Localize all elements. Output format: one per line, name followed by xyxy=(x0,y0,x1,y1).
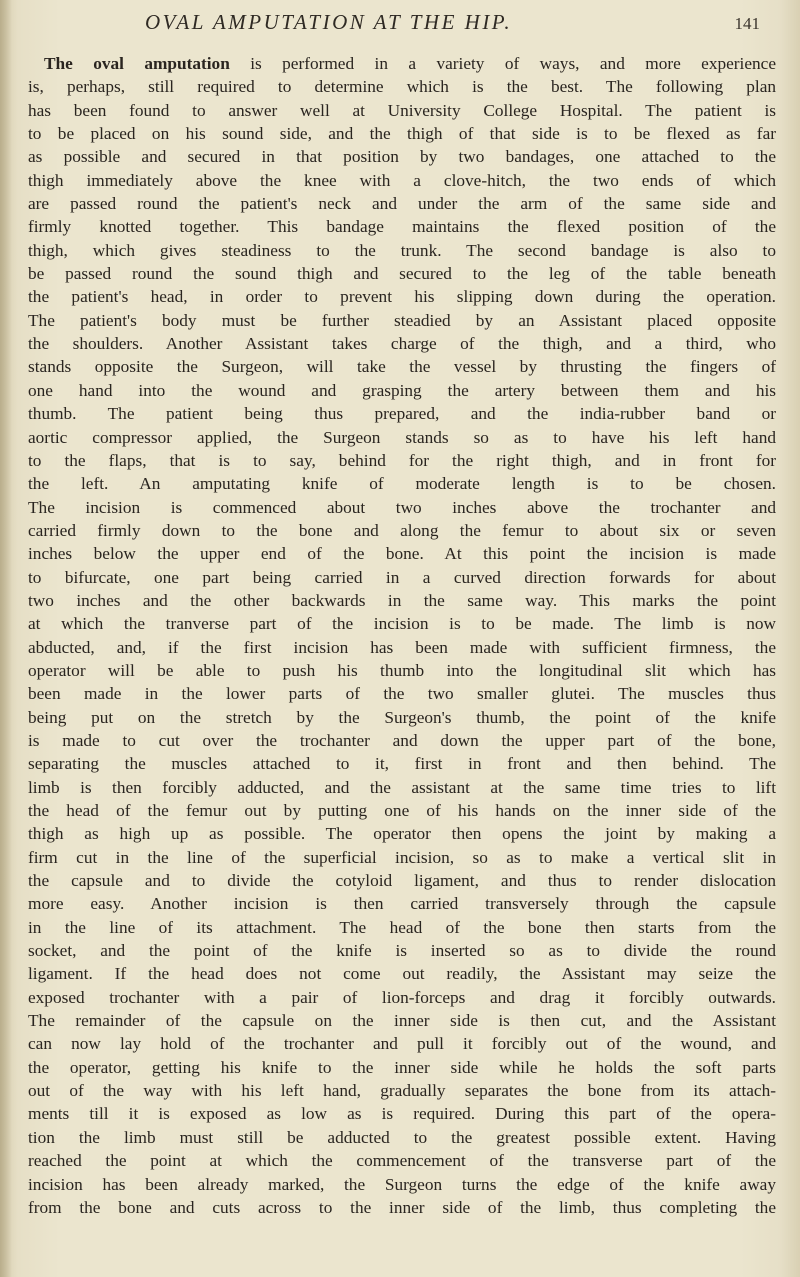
text-line: carried firmly down to the bone and along the femur to about six or seven xyxy=(28,520,776,540)
text-line: thigh immediately above the knee with a clove-hitch, the two ends of which xyxy=(28,170,776,190)
text-line: firmly knotted together. This bandage maintains the flexed position of the xyxy=(28,217,776,237)
page-number: 141 xyxy=(734,14,760,33)
text-line: being put on the stretch by the Surgeon's thumb, the point of the knife xyxy=(28,707,776,727)
text-line: as possible and secured in that position by two bandages, one attached to the xyxy=(28,147,776,167)
text-line: thumb. The patient being thus prepared, and the india-rubber band or xyxy=(28,404,776,424)
text-line: abducted, and, if the first incision has been made with sufficient firmness, the xyxy=(28,637,776,657)
text-line: the patient's head, in order to prevent his slipping down during the operation. xyxy=(28,287,776,307)
text-line: the head of the femur out by putting one of his hands on the inner side of the xyxy=(28,801,776,820)
first-line-text: is performed in a variety of ways, and more experience xyxy=(229,54,776,73)
text-line: to the flaps, that is to say, behind for the right thigh, and in front for xyxy=(28,450,776,470)
text-line: be passed round the sound thigh and secured to the leg of the table beneath xyxy=(28,264,776,284)
text-line: out of the way with his left hand, gradually separates the bone from its attach- xyxy=(28,1081,776,1101)
text-line: is, perhaps, still required to determine which is the best. The following plan xyxy=(28,77,776,97)
text-line: tion the limb must still be adducted to the greatest possible extent. Having xyxy=(28,1127,776,1147)
text-line: separating the muscles attached to it, first in front and then behind. The xyxy=(28,754,776,774)
text-line: ments till it is exposed as low as is required. During this part of the opera- xyxy=(28,1104,776,1124)
text-line: The incision is commenced about two inches above the trochanter and xyxy=(28,497,776,517)
text-line: stands opposite the Surgeon, will take the vessel by thrusting the fingers of xyxy=(28,357,776,377)
text-line: one hand into the wound and grasping the artery between them and his xyxy=(28,380,776,400)
text-line: the capsule and to divide the cotyloid ligament, and thus to render dislocation xyxy=(28,871,776,891)
text-line: ligament. If the head does not come out readily, the Assistant may seize the xyxy=(28,964,776,984)
text-line: socket, and the point of the knife is inserted so as to divide the round xyxy=(28,941,776,961)
running-head xyxy=(60,6,760,46)
text-line: more easy. Another incision is then carried transversely through the capsule xyxy=(28,894,776,914)
text-line: the shoulders. Another Assistant takes charge of the thigh, and a third, who xyxy=(28,334,776,354)
text-line xyxy=(28,52,776,75)
text-line: thigh, which gives steadiness to the trunk. The second bandage is also to xyxy=(28,240,776,260)
text-line: to bifurcate, one part being carried in a curved direction forwards for about xyxy=(28,567,776,587)
text-line: at which the tranverse part of the incision is to be made. The limb is now xyxy=(28,614,776,634)
text-line: operator will be able to push his thumb into the longitudinal slit which has xyxy=(28,660,776,680)
text-line: incision has been already marked, the Surgeon turns the edge of the knife away xyxy=(28,1174,776,1194)
text-line: is made to cut over the trochanter and down the upper part of the bone, xyxy=(28,730,776,750)
text-line: inches below the upper end of the bone. At this point the incision is made xyxy=(28,544,776,564)
text-line: firm cut in the line of the superficial incision, so as to make a vertical slit in xyxy=(28,847,776,867)
text-line: has been found to answer well at University College Hospital. The patient is xyxy=(28,100,776,120)
text-line: The patient's body must be further steadied by an Assistant placed opposite xyxy=(28,310,776,330)
text-line: can now lay hold of the trochanter and pull it forcibly out of the wound, and xyxy=(28,1034,776,1054)
spine-shadow xyxy=(0,0,12,1277)
text-line: two inches and the other backwards in the same way. This marks the point xyxy=(28,590,776,610)
text-line: thigh as high up as possible. The operator then opens the joint by making a xyxy=(28,824,776,844)
bold-lead-text: The oval amputation xyxy=(44,54,230,73)
body-paragraph xyxy=(28,52,776,1219)
text-line: reached the point at which the commencement of the transverse part of the xyxy=(28,1151,776,1171)
text-line: from the bone and cuts across to the inner side of the limb, thus completing the xyxy=(28,1197,776,1217)
text-line: in the line of its attachment. The head of the bone then starts from the xyxy=(28,917,776,937)
text-line: to be placed on his sound side, and the thigh of that side is to be flexed as far xyxy=(28,124,776,144)
text-line: aortic compressor applied, the Surgeon stands so as to have his left hand xyxy=(28,427,776,447)
running-title: OVAL AMPUTATION AT THE HIP. xyxy=(145,10,513,34)
text-line: are passed round the patient's neck and under the arm of the same side and xyxy=(28,194,776,214)
text-line: limb is then forcibly adducted, and the assistant at the same time tries to lift xyxy=(28,777,776,797)
text-line: The remainder of the capsule on the inner side is then cut, and the Assistant xyxy=(28,1011,776,1031)
text-line: been made in the lower parts of the two smaller glutei. The muscles thus xyxy=(28,684,776,704)
text-line: the left. An amputating knife of moderate length is to be chosen. xyxy=(28,474,776,494)
text-line: exposed trochanter with a pair of lion-forceps and drag it forcibly outwards. xyxy=(28,987,776,1007)
text-line: the operator, getting his knife to the inner side while he holds the soft parts xyxy=(28,1057,776,1077)
